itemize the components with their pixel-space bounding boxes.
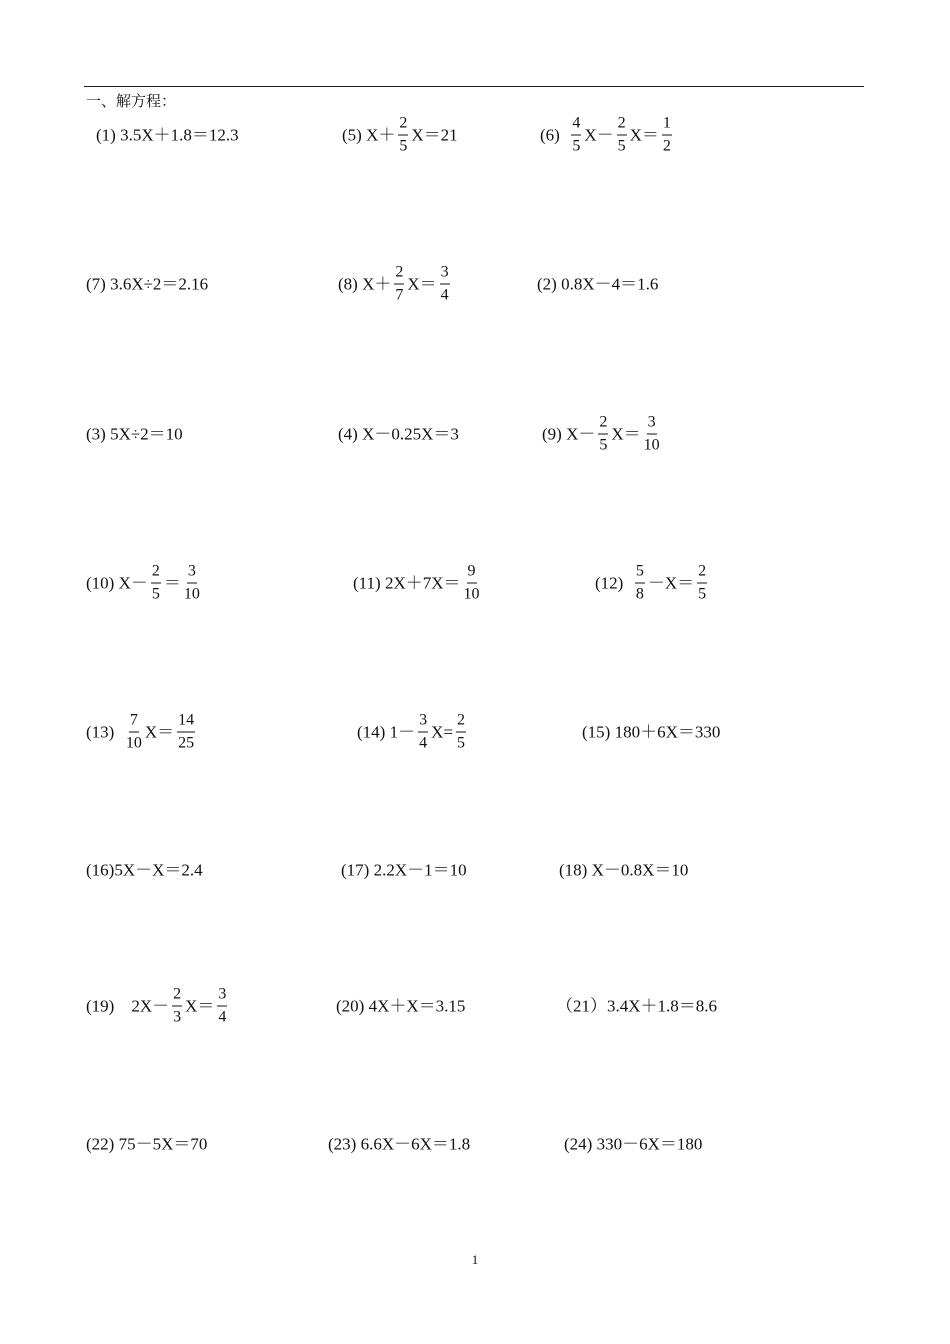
fraction-denominator: 4 bbox=[419, 734, 428, 752]
fraction bbox=[394, 265, 404, 304]
fraction-numerator: 5 bbox=[635, 564, 645, 584]
equation-text: X＝21 bbox=[411, 125, 458, 145]
equation-label: (9) bbox=[542, 424, 562, 444]
equation-label: (7) bbox=[86, 274, 106, 294]
fraction-numerator: 3 bbox=[217, 987, 227, 1007]
fraction-numerator: 2 bbox=[398, 116, 408, 136]
equation-4 bbox=[86, 276, 208, 293]
fraction-denominator: 5 bbox=[572, 137, 581, 155]
fraction-denominator: 5 bbox=[399, 137, 408, 155]
equation-text: 3.4X＋1.8＝8.6 bbox=[607, 996, 718, 1016]
equation-21 bbox=[556, 998, 717, 1015]
equation-text: 5X÷2＝10 bbox=[105, 424, 183, 444]
equation-text: 2X－ bbox=[114, 996, 170, 1016]
equation-text: X＝ bbox=[407, 274, 437, 294]
equation-label: (1) bbox=[96, 125, 116, 145]
equation-8 bbox=[338, 426, 459, 443]
fraction-denominator: 10 bbox=[463, 585, 480, 603]
equation-label: (4) bbox=[338, 424, 358, 444]
fraction bbox=[635, 564, 645, 603]
fraction-denominator: 3 bbox=[173, 1008, 182, 1026]
fraction bbox=[217, 987, 227, 1026]
fraction bbox=[398, 116, 408, 155]
fraction bbox=[464, 564, 480, 603]
equation-label: (15) bbox=[582, 722, 611, 742]
fraction-denominator: 5 bbox=[599, 436, 608, 454]
equation-20 bbox=[336, 998, 465, 1015]
equation-text: X－ bbox=[114, 573, 148, 593]
equation-label: (2) bbox=[537, 274, 557, 294]
fraction bbox=[177, 713, 195, 752]
equation-text: ＝ bbox=[163, 573, 181, 593]
equation-label: (12) bbox=[595, 573, 624, 593]
equation-text: 2.2X－1＝10 bbox=[369, 860, 467, 880]
equation-text: X＝ bbox=[629, 125, 659, 145]
equation-label: (5) bbox=[342, 125, 362, 145]
fraction-numerator: 2 bbox=[617, 116, 627, 136]
fraction-denominator: 25 bbox=[178, 734, 195, 752]
fraction-numerator: 2 bbox=[456, 713, 466, 733]
fraction-denominator: 5 bbox=[698, 585, 707, 603]
section-title: 一、解方程： bbox=[86, 92, 177, 110]
equation-14 bbox=[357, 713, 469, 752]
page-number: 1 bbox=[471, 1252, 479, 1267]
fraction bbox=[571, 116, 581, 155]
fraction-denominator: 5 bbox=[456, 734, 465, 752]
equation-label: (13) bbox=[86, 722, 115, 742]
equation-label: (8) bbox=[338, 274, 358, 294]
fraction-denominator: 10 bbox=[125, 734, 142, 752]
equation-2 bbox=[342, 116, 458, 155]
equation-label: （21） bbox=[556, 996, 607, 1016]
equation-text: X－0.25X＝3 bbox=[357, 424, 459, 444]
fraction-denominator: 2 bbox=[662, 137, 671, 155]
equation-text: X－ bbox=[584, 125, 614, 145]
fraction bbox=[456, 713, 466, 752]
equation-text: X＝ bbox=[144, 722, 175, 742]
fraction-denominator: 10 bbox=[183, 585, 200, 603]
equation-7 bbox=[86, 426, 183, 443]
equation-label: (22) bbox=[86, 1134, 115, 1154]
fraction-numerator: 2 bbox=[697, 564, 707, 584]
equation-text: X＋ bbox=[357, 274, 392, 294]
fraction-numerator: 3 bbox=[187, 564, 197, 584]
equation-text: X＋ bbox=[361, 125, 396, 145]
equation-text: X＝ bbox=[185, 996, 215, 1016]
fraction-numerator: 9 bbox=[467, 564, 477, 584]
fraction-denominator: 4 bbox=[440, 286, 449, 304]
fraction-numerator: 3 bbox=[418, 713, 428, 733]
equation-text: X= bbox=[431, 722, 453, 742]
equation-label: (19) bbox=[86, 996, 115, 1016]
equation-text: 6.6X－6X＝1.8 bbox=[356, 1134, 471, 1154]
fraction-numerator: 1 bbox=[662, 116, 672, 136]
equation-18 bbox=[559, 862, 688, 879]
equation-label: (23) bbox=[328, 1134, 357, 1154]
fraction-numerator: 7 bbox=[129, 713, 139, 733]
equation-11 bbox=[353, 564, 483, 603]
equation-19 bbox=[86, 987, 230, 1026]
equation-text bbox=[560, 127, 569, 144]
equation-text: X－0.8X＝10 bbox=[587, 860, 689, 880]
equation-text: 330－6X＝180 bbox=[592, 1134, 703, 1154]
equation-text: －X＝ bbox=[647, 573, 695, 593]
fraction bbox=[440, 265, 450, 304]
fraction-numerator: 2 bbox=[151, 564, 161, 584]
equation-6 bbox=[537, 276, 658, 293]
fraction bbox=[126, 713, 142, 752]
equation-text: 1－ bbox=[385, 722, 416, 742]
fraction-denominator: 4 bbox=[218, 1008, 227, 1026]
equation-label: (20) bbox=[336, 996, 365, 1016]
equation-text bbox=[114, 724, 123, 741]
equation-text: 4X＋X＝3.15 bbox=[364, 996, 466, 1016]
equation-17 bbox=[341, 862, 467, 879]
equation-label: (18) bbox=[559, 860, 588, 880]
fraction-numerator: 2 bbox=[172, 987, 182, 1007]
equation-12 bbox=[595, 564, 710, 603]
equation-text: 0.8X－4＝1.6 bbox=[556, 274, 659, 294]
fraction-denominator: 5 bbox=[617, 137, 626, 155]
fraction bbox=[617, 116, 627, 155]
equation-text: 180＋6X＝330 bbox=[610, 722, 721, 742]
equation-text: X＝ bbox=[611, 424, 641, 444]
fraction bbox=[598, 415, 608, 454]
fraction-numerator: 14 bbox=[177, 713, 195, 733]
equation-9 bbox=[542, 415, 663, 454]
fraction bbox=[697, 564, 707, 603]
equation-24 bbox=[564, 1136, 702, 1153]
equation-text: 3.5X＋1.8＝12.3 bbox=[115, 125, 239, 145]
equation-3 bbox=[540, 116, 675, 155]
header-rule bbox=[84, 86, 864, 87]
equation-text: 75－5X＝70 bbox=[114, 1134, 208, 1154]
equation-15 bbox=[582, 724, 720, 741]
equation-16 bbox=[86, 862, 203, 879]
fraction-numerator: 4 bbox=[571, 116, 581, 136]
equation-22 bbox=[86, 1136, 207, 1153]
fraction bbox=[418, 713, 428, 752]
equation-23 bbox=[328, 1136, 470, 1153]
equation-13 bbox=[86, 713, 198, 752]
equation-label: (14) bbox=[357, 722, 386, 742]
fraction-numerator: 2 bbox=[598, 415, 608, 435]
fraction bbox=[151, 564, 161, 603]
equation-label: (6) bbox=[540, 125, 560, 145]
equation-label: (17) bbox=[341, 860, 370, 880]
fraction-denominator: 5 bbox=[151, 585, 160, 603]
equation-text: 5X－X＝2.4 bbox=[114, 860, 203, 880]
equation-label: (3) bbox=[86, 424, 106, 444]
equation-label: (24) bbox=[564, 1134, 593, 1154]
equation-text: 3.6X÷2＝2.16 bbox=[105, 274, 209, 294]
fraction-denominator: 8 bbox=[635, 585, 644, 603]
equation-text: X－ bbox=[561, 424, 596, 444]
equation-label: (10) bbox=[86, 573, 115, 593]
fraction bbox=[172, 987, 182, 1026]
fraction bbox=[644, 415, 660, 454]
fraction-numerator: 3 bbox=[440, 265, 450, 285]
equation-1 bbox=[96, 127, 239, 144]
equation-label: (16) bbox=[86, 860, 115, 880]
fraction-denominator: 7 bbox=[395, 286, 404, 304]
fraction-numerator: 2 bbox=[394, 265, 404, 285]
fraction-denominator: 10 bbox=[643, 436, 660, 454]
fraction-numerator: 3 bbox=[647, 415, 657, 435]
equation-5 bbox=[338, 265, 453, 304]
equation-text bbox=[623, 575, 632, 592]
fraction bbox=[184, 564, 200, 603]
fraction bbox=[662, 116, 672, 155]
equation-label: (11) bbox=[353, 573, 381, 593]
equation-text: 2X＋7X＝ bbox=[380, 573, 461, 593]
equation-10 bbox=[86, 564, 203, 603]
